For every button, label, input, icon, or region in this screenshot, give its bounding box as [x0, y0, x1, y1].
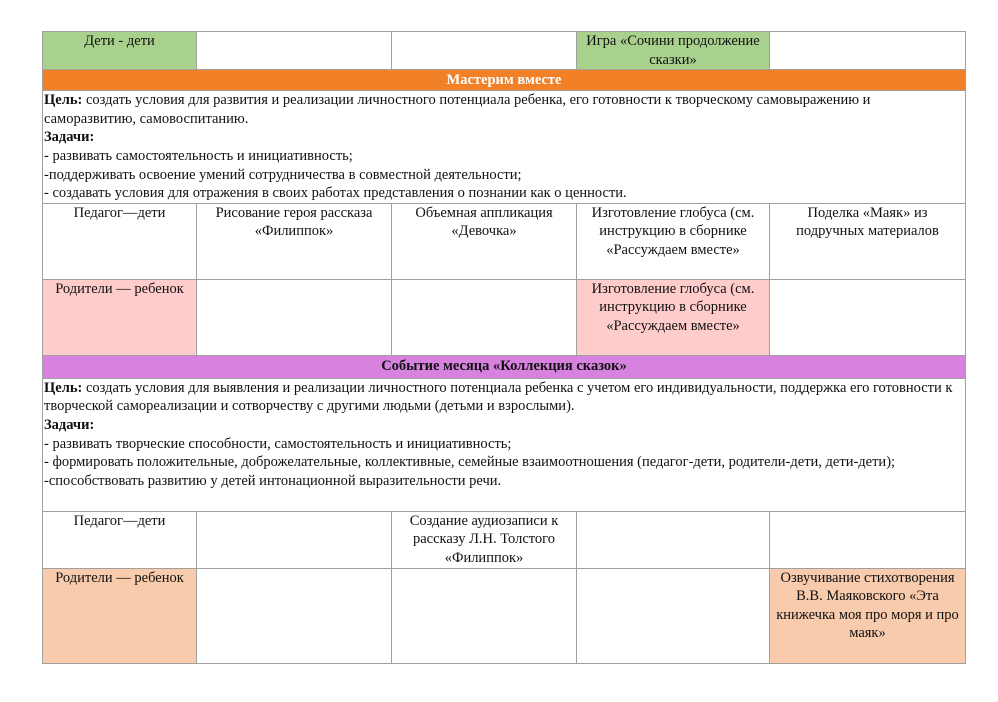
table-cell-poem-voiceover: Озвучивание стихотворения В.В. Маяковского «Эта книжечка моя про моря и про маяк» — [770, 568, 966, 663]
table-cell — [197, 568, 392, 663]
table-cell — [392, 32, 577, 70]
table-cell — [392, 279, 577, 355]
goal-label: Цель: — [44, 92, 83, 109]
tasks-label: Задачи: — [44, 416, 95, 433]
table-cell — [770, 32, 966, 70]
table-cell-audio-recording: Создание аудиозаписи к рассказу Л.Н. Толстого «Филиппок» — [392, 511, 577, 568]
table-cell: Рисование героя рассказа «Филиппок» — [197, 203, 392, 279]
tasks-label: Задачи: — [44, 129, 95, 146]
table-cell: Поделка «Маяк» из подручных материалов — [770, 203, 966, 279]
table-cell — [770, 511, 966, 568]
table-cell — [197, 511, 392, 568]
table-cell-fairy-tale-game: Игра «Сочини продолжение сказки» — [577, 32, 770, 70]
task-item: - развивать творческие способности, самостоятельность и инициативность; — [44, 435, 512, 452]
activity-plan-table — [42, 31, 966, 664]
task-item: -поддерживать освоение умений сотрудничества в совместной деятельности; — [44, 166, 522, 183]
row-label-teacher-children: Педагог—дети — [43, 511, 197, 568]
task-item: - создавать условия для отражения в своих работах представления о познании как о ценности. — [44, 185, 627, 202]
goal-text: создать условия для выявления и реализации личностного потенциала ребенка с учетом его индивидуальности, поддержка его готовности к творческой самореализации и сотворчеству с другими людьми (детьми и взрослыми). — [44, 379, 953, 415]
table-cell — [577, 568, 770, 663]
task-item: -способствовать развитию у детей интонационной выразительности речи. — [44, 472, 502, 489]
section-header-row — [43, 70, 966, 91]
goal-text: создать условия для развития и реализации личностного потенциала ребенка, его готовности к творческому самовыражению и саморазвитию, самовоспитанию. — [44, 92, 871, 127]
row-label-teacher-children: Педагог—дети — [43, 203, 197, 279]
row-label-parents-child: Родители — ребенок — [43, 279, 197, 355]
table-cell — [392, 568, 577, 663]
table-row-parents-child — [43, 568, 966, 663]
row-label-parents-child: Родители — ребенок — [43, 568, 197, 663]
table-cell — [197, 279, 392, 355]
section1-goals — [43, 91, 966, 204]
table-cell — [770, 279, 966, 355]
section-title-fairy-tale-collection: Событие месяца «Коллекция сказок» — [43, 355, 966, 378]
table-cell: Объемная аппликация «Девочка» — [392, 203, 577, 279]
task-item: - развивать самостоятельность и инициативность; — [44, 147, 353, 164]
goal-paragraph — [44, 92, 870, 127]
goal-row — [43, 91, 966, 204]
table-cell: Изготовление глобуса (см. инструкцию в сборнике «Рассуждаем вместе» — [577, 203, 770, 279]
table-cell — [197, 32, 392, 70]
task-item: - формировать положительные, доброжелательные, коллективные, семейные взаимоотношения (педагог-дети, родители-дети, дети-дети); — [44, 454, 896, 471]
row-label-children-children: Дети - дети — [43, 32, 197, 70]
section-title-craft-together: Мастерим вместе — [43, 70, 966, 91]
section2-goals — [43, 378, 966, 511]
goal-paragraph — [44, 380, 952, 415]
table-row-teacher-children — [43, 203, 966, 279]
goal-label: Цель: — [44, 379, 83, 396]
table-cell-globe-making: Изготовление глобуса (см. инструкцию в сборнике «Рассуждаем вместе» — [577, 279, 770, 355]
section-header-row — [43, 355, 966, 378]
table-row-teacher-children — [43, 511, 966, 568]
goal-row — [43, 378, 966, 511]
table-cell — [577, 511, 770, 568]
table-row-children-children — [43, 32, 966, 70]
table-row-parents-child — [43, 279, 966, 355]
